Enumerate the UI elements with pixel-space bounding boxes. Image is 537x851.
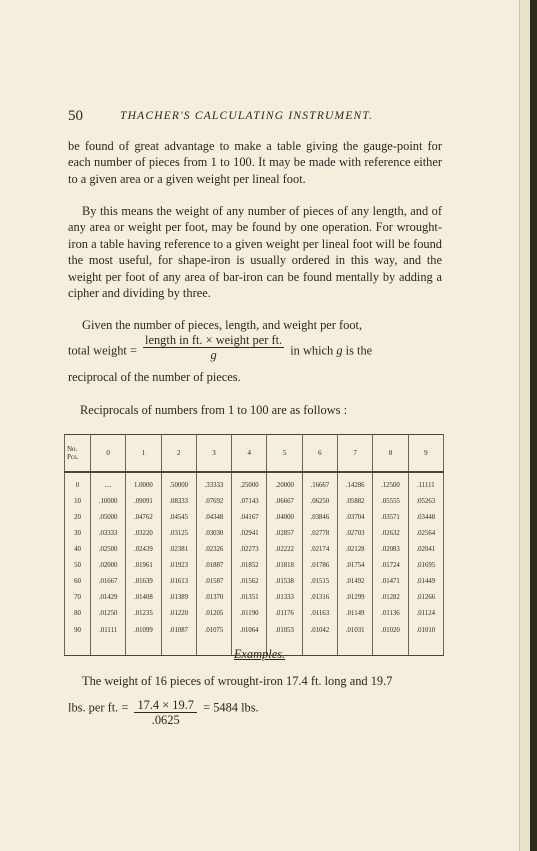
row-label: 80 (65, 605, 91, 621)
table-cell: .02174 (302, 541, 337, 557)
table-row (65, 509, 444, 525)
table-cell: .01075 (196, 621, 231, 656)
table-cell: .09091 (126, 493, 161, 509)
table-caption: Reciprocals of numbers from 1 to 100 are as follows : (80, 403, 348, 417)
table-cell: .01408 (126, 589, 161, 605)
table-header-row (65, 435, 444, 473)
table-cell: .07143 (232, 493, 267, 509)
table-cell: .01754 (338, 557, 373, 573)
paragraph-1 (68, 138, 442, 187)
table-cell: .01695 (408, 557, 443, 573)
table-row (65, 541, 444, 557)
table-cell: .02703 (338, 525, 373, 541)
table-cell: .11111 (408, 472, 443, 493)
table-cell: .03448 (408, 509, 443, 525)
running-title: THACHER'S CALCULATING INSTRUMENT. (120, 110, 374, 122)
total-weight-formula (68, 333, 442, 366)
table-cell: .10000 (90, 493, 125, 509)
table-cell: .01087 (161, 621, 196, 656)
table-cell: .01136 (373, 605, 408, 621)
table-cell: .01163 (302, 605, 337, 621)
binding-shadow (530, 0, 537, 851)
table-row (65, 589, 444, 605)
table-cell: .02000 (90, 557, 125, 573)
table-cell: .03571 (373, 509, 408, 525)
table-cell: .01053 (267, 621, 302, 656)
paragraph-3-end: reciprocal of the number of pieces. (68, 370, 241, 385)
table-cell: .01389 (161, 589, 196, 605)
formula-lead: total weight = (68, 343, 137, 358)
table-cell: .02500 (90, 541, 125, 557)
column-header: 3 (196, 435, 231, 473)
table-cell: .01923 (161, 557, 196, 573)
table-cell: .01190 (232, 605, 267, 621)
formula-tail: in which (290, 343, 334, 358)
table-cell: .01852 (232, 557, 267, 573)
table-cell: .02041 (408, 541, 443, 557)
table-row (65, 493, 444, 509)
table-cell: .01667 (90, 573, 125, 589)
column-header: 9 (408, 435, 443, 473)
table-cell: .14286 (338, 472, 373, 493)
column-header: 2 (161, 435, 196, 473)
table-cell: .01961 (126, 557, 161, 573)
table-cell: .50000 (161, 472, 196, 493)
formula-variable: g (336, 343, 343, 358)
column-header: 1 (126, 435, 161, 473)
table-cell: .33333 (196, 472, 231, 493)
table-cell: .02273 (232, 541, 267, 557)
example-1 (68, 672, 448, 727)
table-cell: .04545 (161, 509, 196, 525)
table-cell: .01176 (267, 605, 302, 621)
table-cell: .01492 (338, 573, 373, 589)
table-cell: .03704 (338, 509, 373, 525)
example-line-1: The weight of 16 pieces of wrought-iron 17.4 ft. long and 19.7 (82, 674, 393, 688)
table-cell: .01220 (161, 605, 196, 621)
table-cell: .02632 (373, 525, 408, 541)
column-header: 6 (302, 435, 337, 473)
table-cell: .01818 (267, 557, 302, 573)
table-cell: .01613 (161, 573, 196, 589)
table-cell: .12500 (373, 472, 408, 493)
table-cell: .03125 (161, 525, 196, 541)
example-lead: lbs. per ft. = (68, 700, 129, 715)
example-numerator: 17.4 × 19.7 (134, 698, 197, 713)
table-cell: 1.0000 (126, 472, 161, 493)
table-cell: .01031 (338, 621, 373, 656)
table-body (65, 472, 444, 656)
table-cell: .08333 (161, 493, 196, 509)
table-cell: .01515 (302, 573, 337, 589)
table-cell: .05882 (338, 493, 373, 509)
table-cell: .02128 (338, 541, 373, 557)
table-cell: .06250 (302, 493, 337, 509)
table-cell: .02941 (232, 525, 267, 541)
table-cell: .01724 (373, 557, 408, 573)
table-cell: .07692 (196, 493, 231, 509)
formula-fraction (143, 333, 284, 362)
table-cell: .01010 (408, 621, 443, 656)
table-cell: .05555 (373, 493, 408, 509)
table-cell: .01370 (196, 589, 231, 605)
column-header: 0 (90, 435, 125, 473)
table-cell: .04167 (232, 509, 267, 525)
paragraph-1-text: be found of great advantage to make a table giving the gauge-point for each number of pieces from 1 to 100. It may be made with reference either to a given area or a given weight per lineal foot. (68, 139, 442, 186)
column-header: 7 (338, 435, 373, 473)
example-fraction (134, 698, 197, 727)
paragraph-3 (68, 317, 442, 386)
table-cell: .01099 (126, 621, 161, 656)
table-cell: .02326 (196, 541, 231, 557)
row-label: 90 (65, 621, 91, 656)
page-number: 50 (68, 108, 83, 124)
table-cell: .01786 (302, 557, 337, 573)
formula-tail-2: is the (345, 343, 373, 358)
row-label: 20 (65, 509, 91, 525)
table-cell: .05000 (90, 509, 125, 525)
table-cell: .... (90, 472, 125, 493)
table-cell: .16667 (302, 472, 337, 493)
table-cell: .01042 (302, 621, 337, 656)
table-cell: .04348 (196, 509, 231, 525)
table-cell: .01351 (232, 589, 267, 605)
table-cell: .01111 (90, 621, 125, 656)
row-label: 10 (65, 493, 91, 509)
table-cell: .01124 (408, 605, 443, 621)
table-cell: .01282 (373, 589, 408, 605)
row-label: 60 (65, 573, 91, 589)
paragraph-2 (68, 203, 442, 301)
examples-heading: Examples. (233, 647, 286, 661)
table-cell: .03333 (90, 525, 125, 541)
table-row (65, 573, 444, 589)
table-cell: .01333 (267, 589, 302, 605)
column-header: 8 (373, 435, 408, 473)
table-cell: .01449 (408, 573, 443, 589)
table-row (65, 525, 444, 541)
table-row (65, 605, 444, 621)
row-label: 30 (65, 525, 91, 541)
table-cell: .20000 (267, 472, 302, 493)
table-cell: .06667 (267, 493, 302, 509)
table-cell: .01471 (373, 573, 408, 589)
page-header (68, 108, 448, 128)
formula-denominator: g (210, 348, 217, 363)
example-formula (68, 694, 448, 727)
formula-numerator: length in ft. × weight per ft. (145, 333, 283, 348)
table-cell: .01266 (408, 589, 443, 605)
table-cell: .01299 (338, 589, 373, 605)
table-cell: .01562 (232, 573, 267, 589)
example-denominator: .0625 (151, 713, 180, 727)
column-header: 5 (267, 435, 302, 473)
table-cell: .01639 (126, 573, 161, 589)
example-result: = 5484 lbs. (203, 700, 259, 715)
row-label: 40 (65, 541, 91, 557)
row-label: 0 (65, 472, 91, 493)
table-cell: .01020 (373, 621, 408, 656)
table-row (65, 472, 444, 493)
table-row (65, 557, 444, 573)
table-cell: .02222 (267, 541, 302, 557)
table-cell: .04762 (126, 509, 161, 525)
table-cell: .05263 (408, 493, 443, 509)
table-cell: .02857 (267, 525, 302, 541)
table-cell: .01316 (302, 589, 337, 605)
table-cell: .02381 (161, 541, 196, 557)
table-cell: .02439 (126, 541, 161, 557)
table-cell: .03220 (126, 525, 161, 541)
table-cell: .03030 (196, 525, 231, 541)
table-cell: .01149 (338, 605, 373, 621)
table-corner (65, 435, 91, 473)
table-cell: .04000 (267, 509, 302, 525)
table-cell: .01887 (196, 557, 231, 573)
corner-top-label: No. (67, 445, 78, 453)
table-cell: .01205 (196, 605, 231, 621)
paragraph-3-intro: Given the number of pieces, length, and weight per foot, (82, 318, 363, 332)
table-cell: .02564 (408, 525, 443, 541)
table-cell: .01250 (90, 605, 125, 621)
table-cell: .01587 (196, 573, 231, 589)
table-cell: .03846 (302, 509, 337, 525)
table-cell: .02778 (302, 525, 337, 541)
table-cell: .02083 (373, 541, 408, 557)
table-cell: .25000 (232, 472, 267, 493)
reciprocals-table (64, 434, 444, 656)
table-cell: .01064 (232, 621, 267, 656)
paragraph-2-text: By this means the weight of any number of pieces of any length, and of any area or weight per foot, may be found by one operation. For wrought-iron a table having reference to a given weight per lineal foot will be found the most useful, for shape-iron is usually ordered in this way, and the weight per foot of any area of bar-iron can be found mentally by adding a cipher and dividing by three. (68, 204, 442, 301)
table-cell: .01235 (126, 605, 161, 621)
table-cell: .01429 (90, 589, 125, 605)
row-label: 50 (65, 557, 91, 573)
column-header: 4 (232, 435, 267, 473)
corner-bottom-label: Pcs. (67, 453, 79, 461)
row-label: 70 (65, 589, 91, 605)
table-cell: .01538 (267, 573, 302, 589)
